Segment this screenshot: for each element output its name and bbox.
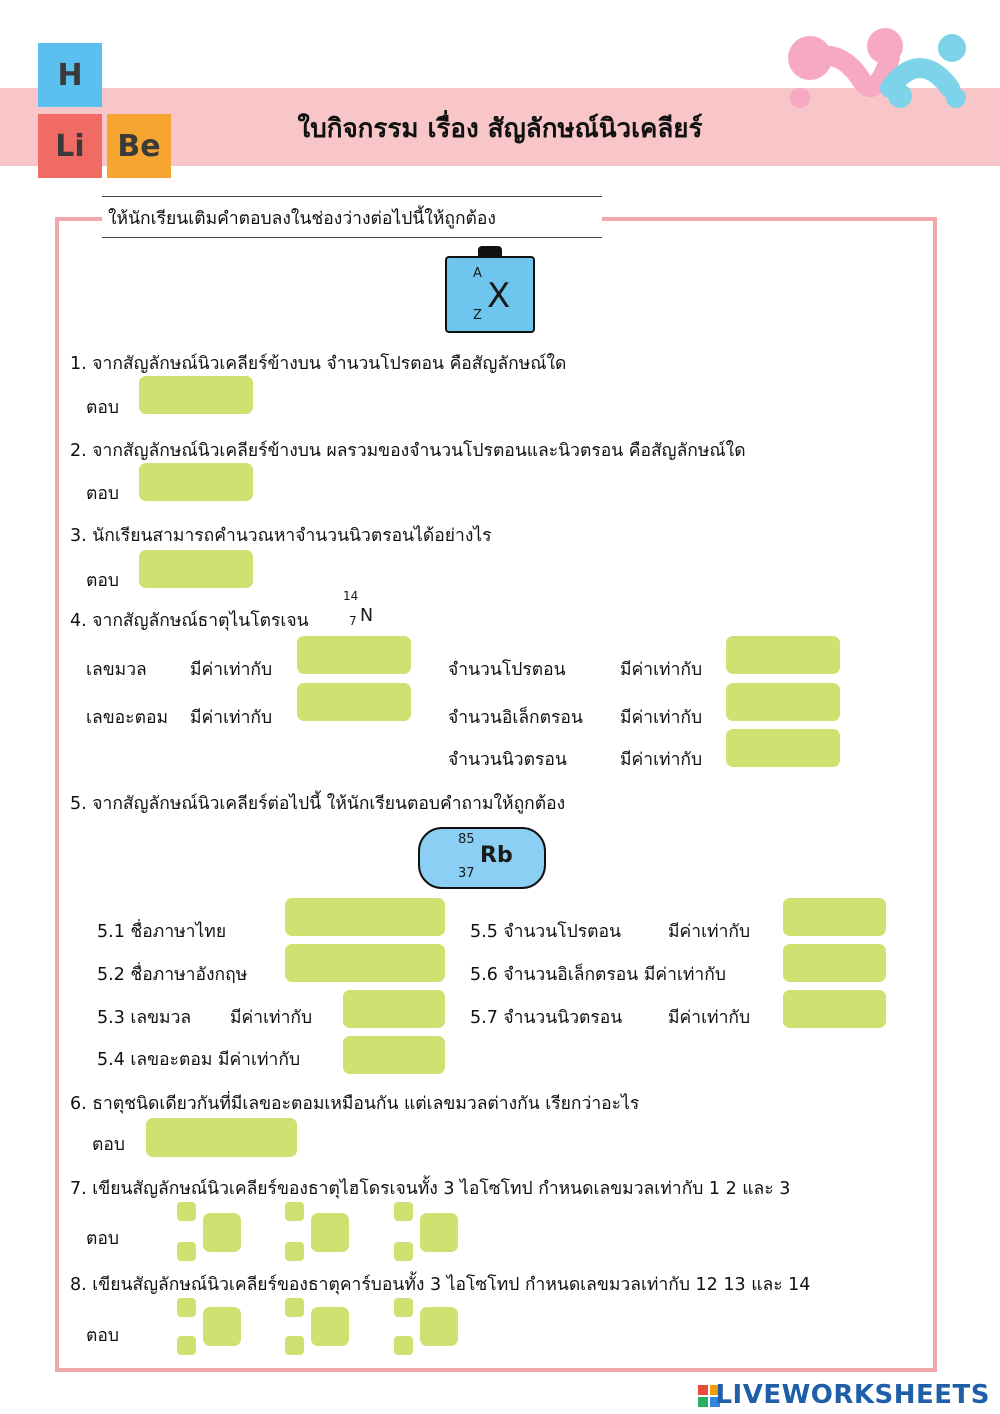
sub-question-5-5: 5.5 จำนวนโปรตอน xyxy=(470,922,621,942)
sub-question-5-3: 5.3 เลขมวล xyxy=(97,1008,192,1028)
symbol-field-h1[interactable] xyxy=(203,1213,241,1252)
answer-field-5-3[interactable] xyxy=(343,990,445,1028)
electron-label: จำนวนอิเล็กตรอน xyxy=(448,708,583,728)
answer-field-5-2[interactable] xyxy=(285,944,445,982)
mass-field-h3[interactable] xyxy=(394,1202,413,1221)
question-7: 7. เขียนสัญลักษณ์นิวเคลียร์ของธาตุไฮโดรเจนทั้ง 3 ไอโซโทป กำหนดเลขมวลเท่ากับ 1 2 และ 3 xyxy=(70,1179,791,1199)
atomic-field-c14[interactable] xyxy=(394,1336,413,1355)
answer-field-electrons[interactable] xyxy=(726,683,840,721)
answer-label: ตอบ xyxy=(86,1229,119,1249)
atomic-number-label: เลขอะตอม xyxy=(86,708,168,728)
atomic-field-h1[interactable] xyxy=(177,1242,196,1261)
rubidium-mass: 85 xyxy=(458,832,475,847)
symbol-field-c12[interactable] xyxy=(203,1307,241,1346)
answer-field-q6[interactable] xyxy=(146,1118,297,1157)
question-5: 5. จากสัญลักษณ์นิวเคลียร์ต่อไปนี้ ให้นักเรียนตอบคำถามให้ถูกต้อง xyxy=(70,794,566,814)
answer-field-5-4[interactable] xyxy=(343,1036,445,1074)
question-6: 6. ธาตุชนิดเดียวกันที่มีเลขอะตอมเหมือนกัน แต่เลขมวลต่างกัน เรียกว่าอะไร xyxy=(70,1094,640,1114)
nuclear-notation-card xyxy=(445,256,535,333)
answer-field-q3[interactable] xyxy=(139,550,253,588)
answer-label: ตอบ xyxy=(86,398,119,418)
equals-label: มีค่าเท่ากับ xyxy=(620,708,703,728)
proton-label: จำนวนโปรตอน xyxy=(448,660,566,680)
mass-field-h2[interactable] xyxy=(285,1202,304,1221)
answer-field-q2[interactable] xyxy=(139,463,253,501)
tile-symbol: H xyxy=(57,57,83,93)
symbol-field-h2[interactable] xyxy=(311,1213,349,1252)
rubidium-symbol: Rb xyxy=(480,843,513,868)
mass-field-c12[interactable] xyxy=(177,1298,196,1317)
answer-field-q1[interactable] xyxy=(139,376,253,414)
tile-hydrogen xyxy=(38,43,102,107)
molecule-decoration-icon xyxy=(780,18,980,118)
sub-question-5-1: 5.1 ชื่อภาษาไทย xyxy=(97,922,227,942)
atomic-number-label: Z xyxy=(473,308,482,323)
sub-question-5-6: 5.6 จำนวนอิเล็กตรอน มีค่าเท่ากับ xyxy=(470,965,726,985)
tile-symbol: Be xyxy=(117,128,161,164)
atomic-field-h2[interactable] xyxy=(285,1242,304,1261)
question-4: 4. จากสัญลักษณ์ธาตุไนโตรเจน xyxy=(70,611,309,631)
answer-label: ตอบ xyxy=(86,571,119,591)
atomic-field-c12[interactable] xyxy=(177,1336,196,1355)
answer-field-5-6[interactable] xyxy=(783,944,886,982)
answer-field-5-7[interactable] xyxy=(783,990,886,1028)
sub-question-5-7: 5.7 จำนวนนิวตรอน xyxy=(470,1008,623,1028)
equals-label: มีค่าเท่ากับ xyxy=(190,708,273,728)
atomic-field-c13[interactable] xyxy=(285,1336,304,1355)
answer-field-protons[interactable] xyxy=(726,636,840,674)
equals-label: มีค่าเท่ากับ xyxy=(668,922,751,942)
equals-label: มีค่าเท่ากับ xyxy=(190,660,273,680)
page-title: ใบกิจกรรม เรื่อง สัญลักษณ์นิวเคลียร์ xyxy=(297,114,703,144)
answer-label: ตอบ xyxy=(86,484,119,504)
equals-label: มีค่าเท่ากับ xyxy=(620,660,703,680)
mass-field-c14[interactable] xyxy=(394,1298,413,1317)
liveworksheets-watermark: LIVEWORKSHEETS xyxy=(715,1380,990,1410)
symbol-field-c13[interactable] xyxy=(311,1307,349,1346)
equals-label: มีค่าเท่ากับ xyxy=(620,750,703,770)
symbol-field-h3[interactable] xyxy=(420,1213,458,1252)
question-8: 8. เขียนสัญลักษณ์นิวเคลียร์ของธาตุคาร์บอนทั้ง 3 ไอโซโทป กำหนดเลขมวลเท่ากับ 12 13 และ 14 xyxy=(70,1275,811,1295)
answer-field-atomic-number[interactable] xyxy=(297,683,411,721)
nitrogen-symbol: N xyxy=(360,606,374,626)
rubidium-badge xyxy=(418,827,546,889)
instruction-text: ให้นักเรียนเติมคำตอบลงในช่องว่างต่อไปนี้ให้ถูกต้อง xyxy=(108,209,496,229)
neutron-label: จำนวนนิวตรอน xyxy=(448,750,567,770)
mass-number-label: เลขมวล xyxy=(86,660,147,680)
answer-field-5-1[interactable] xyxy=(285,898,445,936)
tile-symbol: Li xyxy=(55,128,85,164)
mass-field-c13[interactable] xyxy=(285,1298,304,1317)
nitrogen-mass: 14 xyxy=(343,589,359,603)
atomic-field-h3[interactable] xyxy=(394,1242,413,1261)
nitrogen-atomic: 7 xyxy=(349,614,357,628)
question-2: 2. จากสัญลักษณ์นิวเคลียร์ข้างบน ผลรวมของจำนวนโปรตอนและนิวตรอน คือสัญลักษณ์ใด xyxy=(70,441,746,461)
question-1: 1. จากสัญลักษณ์นิวเคลียร์ข้างบน จำนวนโปรตอน คือสัญลักษณ์ใด xyxy=(70,354,567,374)
answer-field-mass-number[interactable] xyxy=(297,636,411,674)
rubidium-atomic: 37 xyxy=(458,866,475,881)
sub-question-5-4: 5.4 เลขอะตอม มีค่าเท่ากับ xyxy=(97,1050,301,1070)
answer-field-neutrons[interactable] xyxy=(726,729,840,767)
equals-label: มีค่าเท่ากับ xyxy=(668,1008,751,1028)
symbol-field-c14[interactable] xyxy=(420,1307,458,1346)
equals-label: มีค่าเท่ากับ xyxy=(230,1008,313,1028)
answer-label: ตอบ xyxy=(92,1135,125,1155)
answer-label: ตอบ xyxy=(86,1326,119,1346)
answer-field-5-5[interactable] xyxy=(783,898,886,936)
question-3: 3. นักเรียนสามารถคำนวณหาจำนวนนิวตรอนได้อย่างไร xyxy=(70,526,492,546)
element-symbol: X xyxy=(487,276,511,316)
mass-field-h1[interactable] xyxy=(177,1202,196,1221)
mass-number-label: A xyxy=(473,266,482,281)
sub-question-5-2: 5.2 ชื่อภาษาอังกฤษ xyxy=(97,965,248,985)
